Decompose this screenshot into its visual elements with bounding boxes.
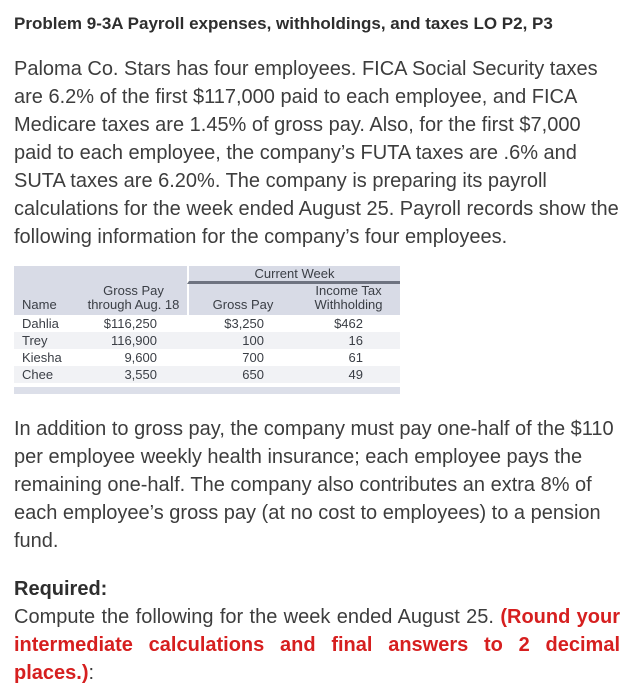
table-row xyxy=(14,349,400,366)
payroll-table xyxy=(14,266,400,394)
rounding-note: (Round your intermediate calculations and final answers to 2 decimal places.) xyxy=(14,606,621,684)
table-row xyxy=(14,315,400,332)
cell-name: Dahlia xyxy=(22,316,59,331)
cell-gross-pay-through: 116,900 xyxy=(80,332,187,349)
span-header-spacer xyxy=(14,266,187,284)
required-paragraph xyxy=(14,603,620,687)
cell-income-tax: 61 xyxy=(348,350,363,365)
cell-gross-pay-through: $116,250 xyxy=(103,316,157,331)
intro-paragraph: Paloma Co. Stars has four employees. FICA Social Security taxes are 6.2% of the first $117,000 paid to each employee, and FICA Medicare taxes are 1.45% of gross pay. Also, for the first $7,000 paid to each employee, the company’s FUTA taxes are .6% and SUTA taxes are 6.20%. The company is preparing its payroll calculations for the week ended August 25. Payroll records show the following information for the company’s four employees. xyxy=(14,58,619,248)
column-header-gross-pay: Gross Pay xyxy=(187,284,297,315)
cell-income-tax: 16 xyxy=(297,332,400,349)
problem-title: Problem 9-3A Payroll expenses, withholdings, and taxes LO P2, P3 xyxy=(14,14,553,33)
cell-income-tax: 49 xyxy=(297,366,400,383)
required-intro: Compute the following for the week ended August 25. xyxy=(14,606,501,628)
cell-gross-pay-through: 3,550 xyxy=(80,366,187,383)
required-suffix: : xyxy=(88,662,95,684)
column-header-income-tax: Income Tax Withholding xyxy=(297,284,400,315)
payroll-data-table xyxy=(14,266,400,383)
benefits-paragraph: In addition to gross pay, the company must pay one-half of the $110 per employee weekly health insurance; each employee pays the remaining one-half. The company also contributes an extra 8% of each employee’s gross pay (at no cost to employees) to a pension fund. xyxy=(14,418,614,552)
table-column-header-row xyxy=(14,284,400,315)
cell-income-tax: $462 xyxy=(334,316,363,331)
table-span-header-row xyxy=(14,266,400,284)
table-footer-bar xyxy=(14,387,400,394)
cell-gross-pay: $3,250 xyxy=(224,316,264,331)
cell-name: Kiesha xyxy=(22,350,62,365)
cell-name: Chee xyxy=(14,366,80,383)
cell-gross-pay: 700 xyxy=(242,350,264,365)
cell-gross-pay: 650 xyxy=(187,366,297,383)
current-week-header: Current Week xyxy=(187,266,400,284)
cell-gross-pay: 100 xyxy=(187,332,297,349)
column-header-gross-pay-through: Gross Pay through Aug. 18 xyxy=(80,284,187,315)
table-row xyxy=(14,332,400,349)
column-header-name: Name xyxy=(14,284,80,315)
table-row xyxy=(14,366,400,383)
required-heading: Required: xyxy=(14,578,108,600)
cell-gross-pay-through: 9,600 xyxy=(124,350,157,365)
cell-name: Trey xyxy=(14,332,80,349)
